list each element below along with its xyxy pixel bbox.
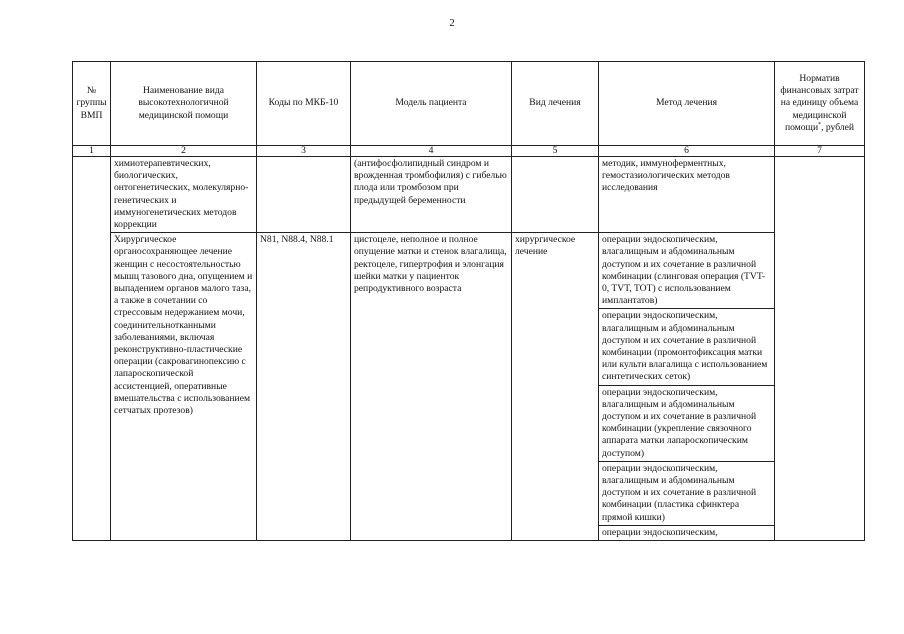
footnote-marker: * (818, 121, 822, 128)
column-number: 3 (257, 146, 351, 157)
header-cost-standard-text: Норматив финансовых затрат на единицу объема медицинской помощи (780, 72, 859, 133)
header-treatment-type: Вид лечения (512, 62, 599, 146)
patient-model-cell: (антифосфолипидный синдром и врожденная тромбофилия) с гибелью плода или тромбозом при предыдущей беременности (351, 157, 512, 233)
treatment-method-cell: методик, иммуноферментных, гемостазиологических методов исследования (599, 157, 775, 233)
header-cost-standard-unit: , рублей (821, 121, 855, 133)
treatment-method-item: операции эндоскопическим, влагалищным и абдоминальным доступом и их сочетание в различной комбинации (слинговая операция (TVT-0, TVT, TOT) с использованием имплантатов) (599, 233, 774, 309)
vmp-table (72, 61, 865, 541)
column-number: 1 (73, 146, 111, 157)
page-number: 2 (449, 17, 455, 29)
column-number: 7 (775, 146, 865, 157)
header-cost-standard (775, 62, 865, 146)
treatment-method-item: операции эндоскопическим, влагалищным и абдоминальным доступом и их сочетание в различной комбинации (пластика сфинктера прямой кишки) (599, 462, 774, 526)
column-number: 4 (351, 146, 512, 157)
column-numbers-row (73, 146, 865, 157)
header-patient-model: Модель пациента (351, 62, 512, 146)
icd-codes-cell: N81, N88.4, N88.1 (257, 233, 351, 541)
header-care-type: Наименование вида высокотехнологичной медицинской помощи (111, 62, 257, 146)
group-number-cell (73, 157, 111, 541)
header-row (73, 62, 865, 146)
care-type-cell: химиотерапевтических, биологических, онтогенетических, молекулярно-генетических и иммуногенетических методов коррекции (111, 157, 257, 233)
treatment-method-item: операции эндоскопическим, влагалищным и абдоминальным доступом и их сочетание в различной комбинации (укрепление связочного аппарата матки лапароскопическим доступом) (599, 386, 774, 462)
treatment-method-item: операции эндоскопическим, (602, 526, 718, 538)
header-treatment-method: Метод лечения (599, 62, 775, 146)
header-group-number: № группы ВМП (73, 62, 111, 146)
column-number: 2 (111, 146, 257, 157)
treatment-type-cell: хирургическое лечение (512, 233, 599, 541)
table-row (73, 157, 865, 233)
column-number: 6 (599, 146, 775, 157)
patient-model-cell: цистоцеле, неполное и полное опущение матки и стенок влагалища, ректоцеле, гипертрофия и элонгация шейки матки у пациенток репродуктивного возраста (351, 233, 512, 541)
care-type-cell: Хирургическое органосохраняющее лечение женщин с несостоятельностью мышц тазового дна, опущением и выпадением органов малого таза, а также в сочетании со стрессовым недержанием мочи, соединительнотканными заболеваниями, включая реконструктивно-пластические операции (сакровагинопексию с лапароскопической ассистенцией, оперативные вмешательства с использованием сетчатых протезов) (111, 233, 257, 541)
column-number: 5 (512, 146, 599, 157)
treatment-method-item: операции эндоскопическим, влагалищным и абдоминальным доступом и их сочетание в различной комбинации (промонтофиксация матки или культи влагалища с использованием синтетических сеток) (599, 309, 774, 385)
header-icd-codes: Коды по МКБ-10 (257, 62, 351, 146)
icd-codes-cell (257, 157, 351, 233)
cost-standard-cell (775, 157, 865, 541)
treatment-type-cell (512, 157, 599, 233)
table-row (73, 233, 865, 541)
treatment-methods-cell (599, 233, 775, 541)
